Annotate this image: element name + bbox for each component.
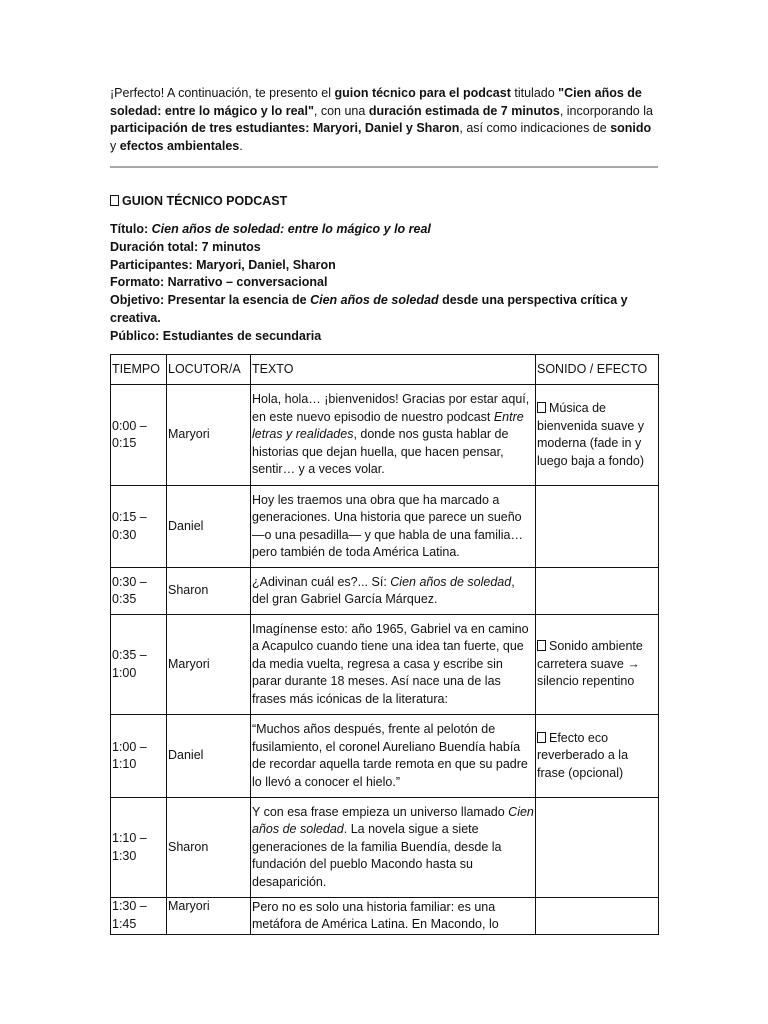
meta-title-label: Título: [110, 222, 152, 236]
row-speaker: Maryori [167, 898, 251, 935]
row-sound [536, 486, 659, 568]
row-text-segment: Imagínense esto: año 1965, Gabriel va en camino a Acapulco cuando tiene una idea tan fuerte, que da media vuelta, regresa a casa y escribe sin parar durante 18 meses. Así nace una de las frases más icónicas de la literatura: [252, 621, 529, 706]
table-row [111, 798, 659, 898]
intro-text: , con una [313, 103, 369, 118]
row-text [251, 385, 536, 486]
row-time: 1:10 – 1:30 [111, 798, 167, 898]
row-speaker: Daniel [167, 715, 251, 798]
row-text [251, 715, 536, 798]
row-sound-text: Efecto eco reverberado a la frase (opcional) [537, 730, 629, 780]
row-sound-text: Música de bienvenida suave y moderna (fade in y luego baja a fondo) [537, 401, 645, 468]
header-sound: SONIDO / EFECTO [536, 355, 659, 385]
row-text-segment: ¿Adivinan cuál es?... Sí: [252, 574, 391, 589]
row-sound [536, 385, 659, 486]
row-time: 0:35 – 1:00 [111, 615, 167, 715]
meta-objective-text: Objetivo: Presentar la esencia de [110, 293, 311, 308]
intro-bold: participación de tres estudiantes: Maryori, Daniel y Sharon [110, 121, 460, 135]
row-text [251, 486, 536, 568]
row-speaker: Sharon [167, 798, 251, 898]
row-text [251, 798, 536, 898]
header-time: TIEMPO [111, 355, 167, 385]
row-time: 1:30 – 1:45 [111, 898, 167, 935]
intro-text: . [239, 138, 243, 153]
row-time: 0:15 – 0:30 [111, 486, 167, 568]
meta-title [110, 221, 650, 239]
row-sound [536, 715, 659, 798]
horizontal-divider [110, 166, 658, 168]
row-text-segment: Hola, hola… ¡bienvenidos! Gracias por estar aquí, en este nuevo episodio de nuestro podcast [252, 392, 530, 424]
row-text-italic: Cien años de soledad [252, 804, 534, 837]
table-row [111, 568, 659, 615]
intro-bold: "Cien años de soledad: entre lo mágico y lo real" [110, 86, 642, 118]
meta-duration: Duración total: 7 minutos [110, 239, 261, 254]
section-heading-text: GUION TÉCNICO PODCAST [122, 194, 288, 208]
row-time: 1:00 – 1:10 [111, 715, 167, 798]
row-text-segment: , del gran Gabriel García Márquez. [252, 574, 515, 606]
row-speaker: Maryori [167, 385, 251, 486]
table-header-row [111, 355, 659, 385]
row-text-segment: . La novela sigue a siete generaciones de la familia Buendía, desde la fundación del pueblo Macondo hasta su desaparición. [252, 822, 502, 889]
table-row [111, 898, 659, 935]
header-text: TEXTO [251, 355, 536, 385]
intro-bold: guion técnico para el podcast [334, 86, 511, 100]
row-sound [536, 898, 659, 935]
row-text-segment: , donde nos gusta hablar de historias que dejan huella, que hacen pensar, sentir… y a veces volar. [252, 427, 509, 477]
intro-text: , incorporando la [559, 103, 653, 118]
row-sound [536, 615, 659, 715]
meta-objective [110, 292, 650, 328]
row-sound [536, 568, 659, 615]
missing-glyph-icon [110, 195, 119, 206]
row-text-segment: Hoy les traemos una obra que ha marcado a generaciones. Una historia que parece un sueño —o una pesadilla— y que habla de una familia… pero también de toda América Latina. [252, 492, 524, 559]
intro-text: y [110, 138, 120, 153]
podcast-metadata [110, 221, 650, 346]
header-speaker: LOCUTOR/A [167, 355, 251, 385]
meta-objective-text: desde una perspectiva crítica y creativa. [110, 293, 628, 325]
row-text-italic: Entre letras y realidades [252, 409, 524, 442]
intro-text: titulado [510, 86, 559, 100]
row-text-italic: Cien años de soledad [390, 574, 512, 589]
table-row [111, 715, 659, 798]
intro-bold: duración estimada de 7 minutos [368, 103, 560, 118]
intro-bold: sonido [610, 121, 652, 135]
row-time: 0:30 – 0:35 [111, 568, 167, 615]
section-heading [110, 194, 287, 208]
row-text [251, 568, 536, 615]
row-text [251, 898, 536, 935]
row-text-segment: Pero no es solo una historia familiar: es una metáfora de América Latina. En Macondo, lo [252, 899, 499, 931]
table-row [111, 486, 659, 568]
row-speaker: Maryori [167, 615, 251, 715]
meta-audience: Público: Estudiantes de secundaria [110, 328, 322, 343]
meta-objective-italic: Cien años de soledad [310, 293, 439, 308]
intro-text: , así como indicaciones de [459, 121, 611, 135]
intro-bold: efectos ambientales [119, 138, 240, 153]
row-time: 0:00 – 0:15 [111, 385, 167, 486]
missing-glyph-icon [537, 640, 546, 651]
row-speaker: Daniel [167, 486, 251, 568]
row-text [251, 615, 536, 715]
row-sound-text: Sonido ambiente carretera suave → silencio repentino [537, 639, 643, 689]
row-sound [536, 798, 659, 898]
row-speaker: Sharon [167, 568, 251, 615]
row-text-segment: Y con esa frase empieza un universo llamado [252, 804, 509, 819]
meta-title-value: Cien años de soledad: entre lo mágico y lo real [151, 222, 431, 236]
table-row [111, 615, 659, 715]
intro-text: ¡Perfecto! A continuación, te presento el [110, 86, 335, 100]
intro-paragraph [110, 85, 660, 155]
table-row [111, 385, 659, 486]
meta-participants: Participantes: Maryori, Daniel, Sharon [110, 257, 336, 272]
script-table [110, 354, 659, 935]
missing-glyph-icon [537, 732, 546, 743]
missing-glyph-icon [537, 402, 546, 413]
meta-format: Formato: Narrativo – conversacional [110, 275, 328, 290]
row-text-segment: “Muchos años después, frente al pelotón de fusilamiento, el coronel Aureliano Buendía había de recordar aquella tarde remota en que su padre lo llevó a conocer el hielo.” [252, 722, 528, 789]
